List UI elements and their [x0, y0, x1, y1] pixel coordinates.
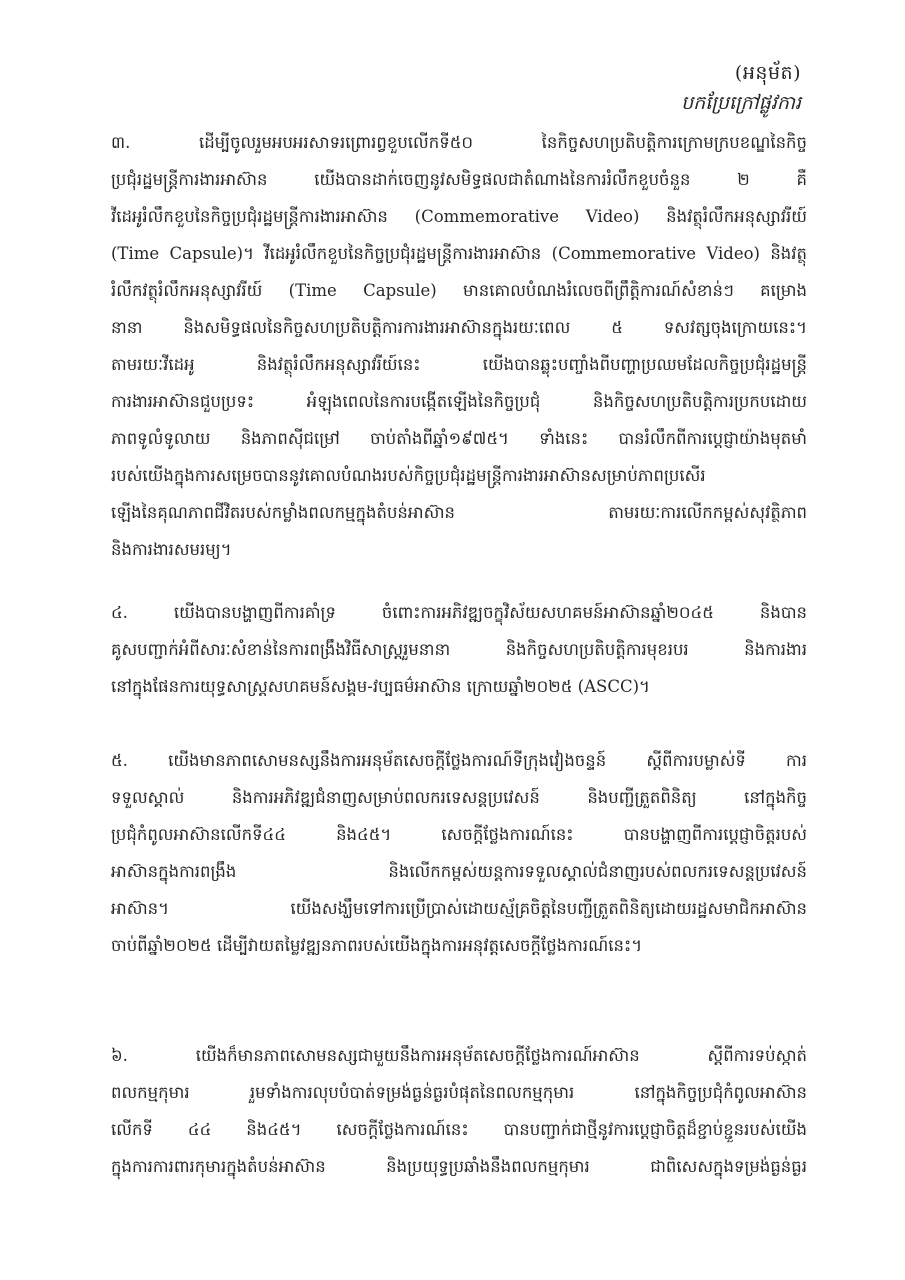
paragraph-line: នានា និងសមិទ្ធផលនៃកិច្ចសហប្រតិបត្តិការការងារអាស៊ានក្នុងរយៈពេល ៥ ទសវត្សចុងក្រោយនេះ។: [111, 318, 807, 337]
paragraph-line: តាមរយៈវីដេអូ និងវត្ថុរំលឹកអនុស្សាវរីយ៍នេះ យើងបានឆ្លុះបញ្ចាំងពីបញ្ហាប្រឈមដែលកិច្ចប្រជុំរដ្ឋមន្ត្រី: [111, 355, 807, 374]
paragraph-line: ប្រជុំរដ្ឋមន្ត្រីការងារអាស៊ាន យើងបានដាក់ចេញនូវសមិទ្ធផលជាតំណាងនៃការរំលឹកខួបចំនួន ២ គឺ: [111, 170, 807, 189]
paragraph-line: ពលកម្មកុមារ រួមទាំងការលុបបំបាត់ទម្រង់ធ្ងន់ធ្ងរបំផុតនៃពលកម្មកុមារ នៅក្នុងកិច្ចប្រជុំកំពូលអាស៊ាន: [111, 1083, 807, 1102]
paragraph-line: រំលឹកវត្ថុរំលឹកអនុស្សាវរីយ៍ (Time Capsule) មានគោលបំណងរំលេចពីព្រឹត្តិការណ៍សំខាន់ៗ គម្រោង: [111, 281, 807, 300]
paragraph-line: ចាប់ពីឆ្នាំ២០២៥ ដើម្បីវាយតម្លៃវឌ្ឍនភាពរបស់យើងក្នុងការអនុវត្តសេចក្តីថ្លែងការណ៍នេះ។: [111, 936, 643, 955]
paragraph-line: អាស៊ាន។ យើងសង្ឃឹមទៅការប្រើប្រាស់ដោយស្ម័គ្រចិត្តនៃបញ្ជីត្រួតពិនិត្យដោយរដ្ឋសមាជិកអាស៊ាន: [111, 899, 807, 918]
page-header: [681, 58, 801, 118]
unofficial-translation-note: បកប្រែក្រៅផ្លូវការ: [681, 92, 801, 114]
paragraph-line: នៅក្នុងផែនការយុទ្ធសាស្ត្រសហគមន៍សង្គម-វប្បធម៌អាស៊ាន ក្រោយឆ្នាំ២០២៥ (ASCC)។: [111, 677, 650, 696]
annex-label: (អនុម័ត): [734, 62, 801, 84]
paragraph-line: (Time Capsule)។ វីដេអូរំលឹកខួបនៃកិច្ចប្រជុំរដ្ឋមន្ត្រីការងារអាស៊ាន (Commemorative Video) និងវត្ថុ: [111, 244, 807, 263]
paragraph-line: ការងារអាស៊ានជួបប្រទះ អំឡុងពេលនៃការបង្កើតឡើងនៃកិច្ចប្រជុំ និងកិច្ចសហប្រតិបត្តិការប្រកបដោយ: [111, 392, 807, 411]
paragraph-line: គូសបញ្ជាក់អំពីសារៈសំខាន់នៃការពង្រឹងវិធីសាស្ត្ររួមនានា និងកិច្ចសហប្រតិបត្តិការមុខរបរ និងការងារ: [111, 640, 807, 659]
paragraph-5: [111, 742, 807, 964]
paragraph-line: លើកទី ៤៤ និង៤៥។ សេចក្តីថ្លែងការណ៍នេះ បានបញ្ជាក់ជាថ្មីនូវការប្តេជ្ញាចិត្តដ៏ខ្ជាប់ខ្ជួនរបស់យើង: [111, 1120, 807, 1139]
paragraph-line: ប្រជុំកំពូលអាស៊ានលើកទី៤៤ និង៤៥។ សេចក្តីថ្លែងការណ៍នេះ បានបង្ហាញពីការប្តេជ្ញាចិត្តរបស់: [111, 825, 807, 844]
paragraph-line: ភាពទូលំទូលាយ និងភាពស៊ីជម្រៅ ចាប់តាំងពីឆ្នាំ១៩៧៥។ ទាំងនេះ បានរំលឹកពីការប្តេជ្ញាយ៉ាងមុតមាំ: [111, 429, 807, 448]
paragraph-line: ៤. យើងបានបង្ហាញពីការគាំទ្រ ចំពោះការអភិវឌ្ឍចក្ខុវិស័យសហគមន៍អាស៊ានឆ្នាំ២០៤៥ និងបាន: [111, 603, 807, 622]
paragraph-line: វីដេអូរំលឹកខួបនៃកិច្ចប្រជុំរដ្ឋមន្ត្រីការងារអាស៊ាន (Commemorative Video) និងវត្ថុរំលឹកអនុស្សាវរីយ៍: [111, 207, 807, 226]
paragraph-line: ក្នុងការការពារកុមារក្នុងតំបន់អាស៊ាន និងប្រយុទ្ធប្រឆាំងនឹងពលកម្មកុមារ ជាពិសេសក្នុងទម្រង់ធ្ងន់ធ្ងរ: [111, 1157, 807, 1176]
paragraph-line: ៣. ដើម្បីចូលរួមអបអរសាទរព្រោរព្វខួបលើកទី៥០ នៃកិច្ចសហប្រតិបត្តិការក្រោមក្របខណ្ឌនៃកិច្ច: [111, 133, 807, 152]
paragraph-line: ៦. យើងក៏មានភាពសោមនស្សជាមួយនឹងការអនុម័តសេចក្តីថ្លែងការណ៍អាស៊ាន ស្តីពីការទប់ស្កាត់: [111, 1046, 807, 1065]
paragraph-line: ៥. យើងមានភាពសោមនស្សនឹងការអនុម័តសេចក្តីថ្លែងការណ៍ទីក្រុងវៀងចន្ទន៍ ស្តីពីការបម្លាស់ទី ការ: [111, 751, 807, 770]
paragraph-3: [111, 124, 807, 568]
paragraph-6: [111, 1037, 807, 1185]
paragraph-line: របស់យើងក្នុងការសម្រេចបាននូវគោលបំណងរបស់កិច្ចប្រជុំរដ្ឋមន្ត្រីការងារអាស៊ានសម្រាប់ភាពប្រសើរ: [111, 466, 706, 485]
paragraph-line: ទទួលស្គាល់ និងការអភិវឌ្ឍជំនាញសម្រាប់ពលករទេសន្តប្រវេសន៍ និងបញ្ជីត្រួតពិនិត្យ នៅក្នុងកិច្ច: [111, 788, 807, 807]
paragraph-line: ឡើងនៃគុណភាពជីវិតរបស់កម្លាំងពលកម្មក្នុងតំបន់អាស៊ាន តាមរយៈការលើកកម្ពស់សុវត្ថិភាព: [111, 503, 807, 522]
paragraph-line: អាស៊ានក្នុងការពង្រឹង និងលើកកម្ពស់យន្តការទទួលស្គាល់ជំនាញរបស់ពលករទេសន្តប្រវេសន៍: [111, 862, 807, 881]
paragraph-4: [111, 594, 807, 705]
paragraph-line: និងការងារសមរម្យ។: [111, 540, 232, 559]
